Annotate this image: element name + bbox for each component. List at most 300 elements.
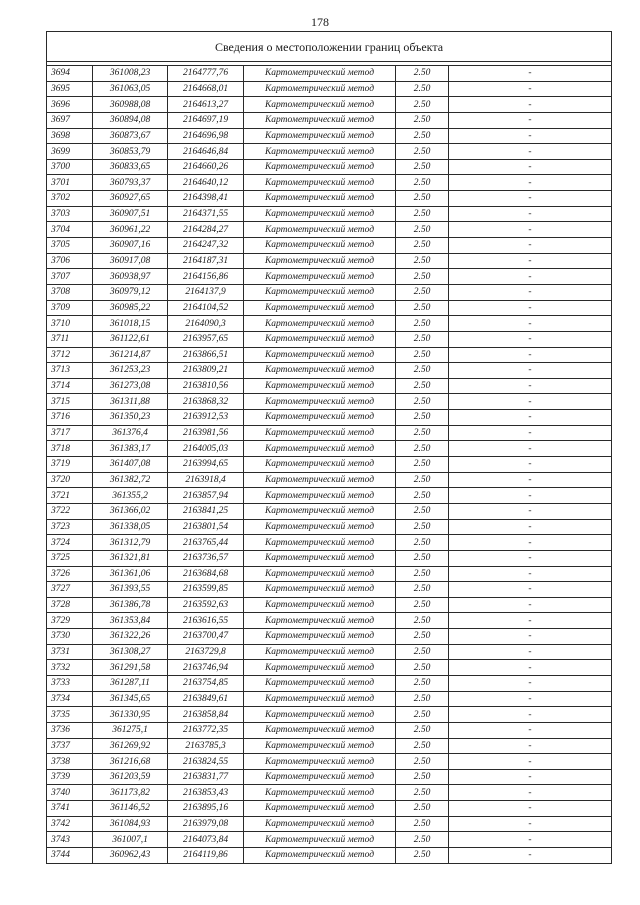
point-number-cell: 3730 [47,629,93,645]
table-row [47,613,612,629]
point-number-cell: 3701 [47,175,93,191]
table-row [47,519,612,535]
x-coordinate-cell: 360873,67 [93,128,168,144]
table-row [47,425,612,441]
description-cell: - [449,832,612,848]
method-cell: Картометрический метод [244,378,396,394]
x-coordinate-cell: 361008,23 [93,66,168,82]
method-cell: Картометрический метод [244,848,396,864]
y-coordinate-cell: 2163809,21 [168,363,244,379]
description-cell: - [449,722,612,738]
accuracy-cell: 2.50 [396,722,449,738]
accuracy-cell: 2.50 [396,488,449,504]
point-number-cell: 3721 [47,488,93,504]
method-cell: Картометрический метод [244,284,396,300]
accuracy-cell: 2.50 [396,238,449,254]
method-cell: Картометрический метод [244,222,396,238]
method-cell: Картометрический метод [244,832,396,848]
table-row [47,159,612,175]
y-coordinate-cell: 2163684,68 [168,566,244,582]
description-cell: - [449,269,612,285]
table-row [47,441,612,457]
table-row [47,363,612,379]
description-cell: - [449,519,612,535]
method-cell: Картометрический метод [244,347,396,363]
description-cell: - [449,769,612,785]
accuracy-cell: 2.50 [396,644,449,660]
x-coordinate-cell: 361063,05 [93,81,168,97]
point-number-cell: 3694 [47,66,93,82]
x-coordinate-cell: 361216,68 [93,754,168,770]
description-cell: - [449,503,612,519]
description-cell: - [449,97,612,113]
x-coordinate-cell: 360927,65 [93,191,168,207]
y-coordinate-cell: 2163700,47 [168,629,244,645]
x-coordinate-cell: 361203,59 [93,769,168,785]
method-cell: Картометрический метод [244,488,396,504]
point-number-cell: 3740 [47,785,93,801]
accuracy-cell: 2.50 [396,316,449,332]
y-coordinate-cell: 2163981,56 [168,425,244,441]
table-row [47,691,612,707]
method-cell: Картометрический метод [244,754,396,770]
point-number-cell: 3695 [47,81,93,97]
accuracy-cell: 2.50 [396,347,449,363]
description-cell: - [449,613,612,629]
description-cell: - [449,848,612,864]
accuracy-cell: 2.50 [396,269,449,285]
accuracy-cell: 2.50 [396,566,449,582]
accuracy-cell: 2.50 [396,191,449,207]
point-number-cell: 3728 [47,597,93,613]
description-cell: - [449,331,612,347]
method-cell: Картометрический метод [244,253,396,269]
table-row [47,66,612,82]
accuracy-cell: 2.50 [396,284,449,300]
y-coordinate-cell: 2163868,32 [168,394,244,410]
description-cell: - [449,394,612,410]
method-cell: Картометрический метод [244,472,396,488]
table-row [47,675,612,691]
table-row [47,410,612,426]
accuracy-cell: 2.50 [396,410,449,426]
x-coordinate-cell: 361366,02 [93,503,168,519]
method-cell: Картометрический метод [244,206,396,222]
method-cell: Картометрический метод [244,363,396,379]
accuracy-cell: 2.50 [396,629,449,645]
y-coordinate-cell: 2163765,44 [168,535,244,551]
method-cell: Картометрический метод [244,691,396,707]
accuracy-cell: 2.50 [396,300,449,316]
y-coordinate-cell: 2164104,52 [168,300,244,316]
accuracy-cell: 2.50 [396,81,449,97]
table-row [47,722,612,738]
accuracy-cell: 2.50 [396,503,449,519]
y-coordinate-cell: 2164090,3 [168,316,244,332]
method-cell: Картометрический метод [244,707,396,723]
accuracy-cell: 2.50 [396,128,449,144]
method-cell: Картометрический метод [244,425,396,441]
x-coordinate-cell: 360962,43 [93,848,168,864]
method-cell: Картометрический метод [244,112,396,128]
method-cell: Картометрический метод [244,535,396,551]
method-cell: Картометрический метод [244,722,396,738]
x-coordinate-cell: 360907,16 [93,238,168,254]
y-coordinate-cell: 2164668,01 [168,81,244,97]
x-coordinate-cell: 361383,17 [93,441,168,457]
y-coordinate-cell: 2163841,25 [168,503,244,519]
accuracy-cell: 2.50 [396,206,449,222]
accuracy-cell: 2.50 [396,66,449,82]
table-row [47,378,612,394]
y-coordinate-cell: 2164371,55 [168,206,244,222]
y-coordinate-cell: 2164660,26 [168,159,244,175]
x-coordinate-cell: 361287,11 [93,675,168,691]
y-coordinate-cell: 2163746,94 [168,660,244,676]
method-cell: Картометрический метод [244,644,396,660]
x-coordinate-cell: 361386,78 [93,597,168,613]
y-coordinate-cell: 2164247,32 [168,238,244,254]
method-cell: Картометрический метод [244,159,396,175]
point-number-cell: 3734 [47,691,93,707]
accuracy-cell: 2.50 [396,769,449,785]
y-coordinate-cell: 2163918,4 [168,472,244,488]
description-cell: - [449,785,612,801]
accuracy-cell: 2.50 [396,597,449,613]
table-row [47,331,612,347]
x-coordinate-cell: 361393,55 [93,582,168,598]
table-row [47,81,612,97]
description-cell: - [449,410,612,426]
method-cell: Картометрический метод [244,550,396,566]
y-coordinate-cell: 2163754,85 [168,675,244,691]
accuracy-cell: 2.50 [396,582,449,598]
description-cell: - [449,754,612,770]
method-cell: Картометрический метод [244,97,396,113]
method-cell: Картометрический метод [244,238,396,254]
accuracy-cell: 2.50 [396,675,449,691]
y-coordinate-cell: 2163849,61 [168,691,244,707]
x-coordinate-cell: 361311,88 [93,394,168,410]
description-cell: - [449,472,612,488]
point-number-cell: 3700 [47,159,93,175]
table-row [47,238,612,254]
accuracy-cell: 2.50 [396,613,449,629]
y-coordinate-cell: 2164777,76 [168,66,244,82]
accuracy-cell: 2.50 [396,519,449,535]
accuracy-cell: 2.50 [396,144,449,160]
point-number-cell: 3715 [47,394,93,410]
table-row [47,801,612,817]
table-row [47,269,612,285]
y-coordinate-cell: 2163772,35 [168,722,244,738]
description-cell: - [449,66,612,82]
description-cell: - [449,144,612,160]
description-cell: - [449,566,612,582]
table-row [47,112,612,128]
boundary-coordinates-table [46,31,612,864]
x-coordinate-cell: 360833,65 [93,159,168,175]
table-row [47,582,612,598]
description-cell: - [449,316,612,332]
y-coordinate-cell: 2163616,55 [168,613,244,629]
table-row [47,472,612,488]
description-cell: - [449,238,612,254]
point-number-cell: 3726 [47,566,93,582]
x-coordinate-cell: 360985,22 [93,300,168,316]
point-number-cell: 3739 [47,769,93,785]
method-cell: Картометрический метод [244,816,396,832]
point-number-cell: 3713 [47,363,93,379]
point-number-cell: 3724 [47,535,93,551]
method-cell: Картометрический метод [244,144,396,160]
point-number-cell: 3733 [47,675,93,691]
point-number-cell: 3736 [47,722,93,738]
table-row [47,707,612,723]
table-row [47,222,612,238]
y-coordinate-cell: 2163979,08 [168,816,244,832]
description-cell: - [449,222,612,238]
method-cell: Картометрический метод [244,738,396,754]
method-cell: Картометрический метод [244,457,396,473]
point-number-cell: 3708 [47,284,93,300]
point-number-cell: 3720 [47,472,93,488]
method-cell: Картометрический метод [244,269,396,285]
y-coordinate-cell: 2164646,84 [168,144,244,160]
y-coordinate-cell: 2163957,65 [168,331,244,347]
method-cell: Картометрический метод [244,675,396,691]
method-cell: Картометрический метод [244,175,396,191]
x-coordinate-cell: 360938,97 [93,269,168,285]
x-coordinate-cell: 361376,4 [93,425,168,441]
method-cell: Картометрический метод [244,300,396,316]
x-coordinate-cell: 361321,81 [93,550,168,566]
table-row [47,848,612,864]
y-coordinate-cell: 2164697,19 [168,112,244,128]
x-coordinate-cell: 360961,22 [93,222,168,238]
y-coordinate-cell: 2163853,43 [168,785,244,801]
point-number-cell: 3697 [47,112,93,128]
method-cell: Картометрический метод [244,394,396,410]
accuracy-cell: 2.50 [396,394,449,410]
description-cell: - [449,691,612,707]
y-coordinate-cell: 2163866,51 [168,347,244,363]
y-coordinate-cell: 2164073,84 [168,832,244,848]
point-number-cell: 3707 [47,269,93,285]
accuracy-cell: 2.50 [396,112,449,128]
y-coordinate-cell: 2164187,31 [168,253,244,269]
table-row [47,785,612,801]
x-coordinate-cell: 361330,95 [93,707,168,723]
method-cell: Картометрический метод [244,597,396,613]
table-row [47,300,612,316]
accuracy-cell: 2.50 [396,378,449,394]
y-coordinate-cell: 2164119,86 [168,848,244,864]
point-number-cell: 3710 [47,316,93,332]
table-row [47,97,612,113]
point-number-cell: 3703 [47,206,93,222]
y-coordinate-cell: 2163599,85 [168,582,244,598]
point-number-cell: 3735 [47,707,93,723]
y-coordinate-cell: 2164005,03 [168,441,244,457]
table-caption-row [47,32,612,62]
method-cell: Картометрический метод [244,566,396,582]
point-number-cell: 3743 [47,832,93,848]
point-number-cell: 3725 [47,550,93,566]
accuracy-cell: 2.50 [396,832,449,848]
y-coordinate-cell: 2164696,98 [168,128,244,144]
x-coordinate-cell: 361355,2 [93,488,168,504]
description-cell: - [449,738,612,754]
point-number-cell: 3742 [47,816,93,832]
description-cell: - [449,582,612,598]
point-number-cell: 3716 [47,410,93,426]
table-row [47,754,612,770]
x-coordinate-cell: 361122,61 [93,331,168,347]
y-coordinate-cell: 2163857,94 [168,488,244,504]
point-number-cell: 3698 [47,128,93,144]
description-cell: - [449,660,612,676]
table-row [47,488,612,504]
y-coordinate-cell: 2163895,16 [168,801,244,817]
table-row [47,738,612,754]
accuracy-cell: 2.50 [396,222,449,238]
accuracy-cell: 2.50 [396,253,449,269]
method-cell: Картометрический метод [244,128,396,144]
x-coordinate-cell: 360988,08 [93,97,168,113]
y-coordinate-cell: 2163810,56 [168,378,244,394]
y-coordinate-cell: 2163592,63 [168,597,244,613]
x-coordinate-cell: 361353,84 [93,613,168,629]
y-coordinate-cell: 2163994,65 [168,457,244,473]
table-row [47,347,612,363]
table-row [47,644,612,660]
accuracy-cell: 2.50 [396,331,449,347]
point-number-cell: 3709 [47,300,93,316]
point-number-cell: 3732 [47,660,93,676]
y-coordinate-cell: 2163824,55 [168,754,244,770]
y-coordinate-cell: 2164613,27 [168,97,244,113]
point-number-cell: 3712 [47,347,93,363]
description-cell: - [449,300,612,316]
x-coordinate-cell: 361084,93 [93,816,168,832]
point-number-cell: 3719 [47,457,93,473]
x-coordinate-cell: 360979,12 [93,284,168,300]
table-row [47,394,612,410]
x-coordinate-cell: 361214,87 [93,347,168,363]
description-cell: - [449,441,612,457]
description-cell: - [449,112,612,128]
point-number-cell: 3738 [47,754,93,770]
accuracy-cell: 2.50 [396,816,449,832]
description-cell: - [449,644,612,660]
accuracy-cell: 2.50 [396,441,449,457]
x-coordinate-cell: 361273,08 [93,378,168,394]
method-cell: Картометрический метод [244,410,396,426]
point-number-cell: 3744 [47,848,93,864]
method-cell: Картометрический метод [244,316,396,332]
method-cell: Картометрический метод [244,81,396,97]
table-row [47,535,612,551]
x-coordinate-cell: 361338,05 [93,519,168,535]
table-row [47,503,612,519]
description-cell: - [449,191,612,207]
x-coordinate-cell: 361007,1 [93,832,168,848]
y-coordinate-cell: 2163736,57 [168,550,244,566]
x-coordinate-cell: 361382,72 [93,472,168,488]
point-number-cell: 3704 [47,222,93,238]
x-coordinate-cell: 361345,65 [93,691,168,707]
point-number-cell: 3706 [47,253,93,269]
y-coordinate-cell: 2163801,54 [168,519,244,535]
description-cell: - [449,535,612,551]
method-cell: Картометрический метод [244,66,396,82]
y-coordinate-cell: 2164640,12 [168,175,244,191]
accuracy-cell: 2.50 [396,425,449,441]
table-row [47,816,612,832]
description-cell: - [449,675,612,691]
table-row [47,128,612,144]
table-caption: Сведения о местоположении границ объекта [47,32,612,62]
table-row [47,550,612,566]
method-cell: Картометрический метод [244,519,396,535]
description-cell: - [449,363,612,379]
method-cell: Картометрический метод [244,801,396,817]
page-number: 178 [311,15,329,29]
description-cell: - [449,801,612,817]
description-cell: - [449,629,612,645]
table-row [47,191,612,207]
method-cell: Картометрический метод [244,660,396,676]
accuracy-cell: 2.50 [396,363,449,379]
description-cell: - [449,378,612,394]
point-number-cell: 3731 [47,644,93,660]
x-coordinate-cell: 360917,08 [93,253,168,269]
point-number-cell: 3699 [47,144,93,160]
table-row [47,457,612,473]
table-row [47,175,612,191]
description-cell: - [449,284,612,300]
accuracy-cell: 2.50 [396,457,449,473]
accuracy-cell: 2.50 [396,848,449,864]
description-cell: - [449,707,612,723]
table-row [47,660,612,676]
x-coordinate-cell: 361173,82 [93,785,168,801]
description-cell: - [449,159,612,175]
point-number-cell: 3714 [47,378,93,394]
x-coordinate-cell: 361350,23 [93,410,168,426]
point-number-cell: 3705 [47,238,93,254]
table-row [47,597,612,613]
description-cell: - [449,816,612,832]
point-number-cell: 3711 [47,331,93,347]
x-coordinate-cell: 361361,06 [93,566,168,582]
accuracy-cell: 2.50 [396,550,449,566]
y-coordinate-cell: 2163831,77 [168,769,244,785]
accuracy-cell: 2.50 [396,691,449,707]
description-cell: - [449,488,612,504]
accuracy-cell: 2.50 [396,738,449,754]
x-coordinate-cell: 360853,79 [93,144,168,160]
x-coordinate-cell: 360907,51 [93,206,168,222]
x-coordinate-cell: 361308,27 [93,644,168,660]
method-cell: Картометрический метод [244,441,396,457]
x-coordinate-cell: 361253,23 [93,363,168,379]
table-row [47,629,612,645]
x-coordinate-cell: 361018,15 [93,316,168,332]
table-row [47,832,612,848]
x-coordinate-cell: 361275,1 [93,722,168,738]
